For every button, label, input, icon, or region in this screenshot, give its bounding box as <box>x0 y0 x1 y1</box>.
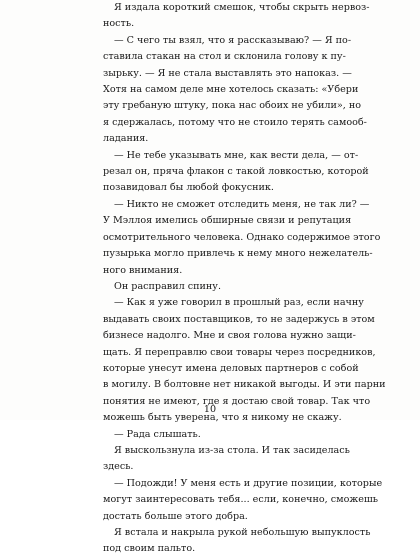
text-line: — Рада слышать. <box>114 428 201 440</box>
text-line: могут заинтересовать тебя... если, конечно, сможешь <box>103 494 379 506</box>
text-line: — Никто не сможет отследить меня, не так ли? — <box>114 198 370 210</box>
text-line: понятия не имеют, где я достаю свой товар. Так что <box>103 395 371 407</box>
body-text <box>103 0 386 558</box>
text-line: — Не тебе указывать мне, как вести дела, — от- <box>114 149 359 161</box>
text-line: — С чего ты взял, что я рассказываю? — Я по- <box>114 34 352 46</box>
text-line: пузырька могло привлечь к нему много нежелатель- <box>103 248 373 260</box>
text-line: Он расправил спину. <box>114 280 221 292</box>
text-line: — Как я уже говорил в прошлый раз, если начну <box>114 297 364 309</box>
text-line: позавидовал бы любой фокусник. <box>103 182 274 194</box>
text-line: я сдержалась, потому что не стоило терять самооб- <box>103 116 367 128</box>
text-line: под своим пальто. <box>103 543 196 555</box>
text-line: У Мэллоя имелись обширные связи и репутация <box>103 215 352 227</box>
text-line: достать больше этого добра. <box>103 510 248 522</box>
text-line: ладания. <box>103 133 149 145</box>
text-line: осмотрительного человека. Однако содержимое этого <box>103 231 381 243</box>
text-line: Я встала и накрыла рукой небольшую выпуклость <box>114 527 371 538</box>
text-line: здесь. <box>103 461 134 473</box>
text-line: Хотя на самом деле мне хотелось сказать: «Убери <box>103 84 359 96</box>
text-line: выдавать своих поставщиков, то не задержусь в этом <box>103 313 375 325</box>
page-number: 10 <box>203 404 217 415</box>
text-line: Я издала короткий смешок, чтобы скрыть нервоз- <box>114 2 370 13</box>
text-line: — Подожди! У меня есть и другие позиции, которые <box>114 477 383 489</box>
text-line: щать. Я переправлю свои товары через посредников, <box>103 346 376 358</box>
text-line: ного внимания. <box>103 264 183 276</box>
text-line: которые унесут имена деловых партнеров с собой <box>103 362 359 374</box>
text-line: можешь быть уверена, что я никому не скажу. <box>103 412 342 424</box>
text-line: ставила стакан на стол и склонила голову к пу- <box>103 51 346 63</box>
text-line: резал он, пряча флакон с такой ловкостью, которой <box>103 166 369 178</box>
text-line: бизнесе надолго. Мне и своя голова нужно защи- <box>103 330 356 342</box>
text-line: в могилу. В болтовне нет никакой выгоды. И эти парни <box>103 379 386 391</box>
text-line: эту гребаную штуку, пока нас обоих не убили», но <box>103 100 361 112</box>
text-line: ность. <box>103 18 135 30</box>
text-line: зырьку. — Я не стала выставлять это напоказ. — <box>103 67 352 79</box>
text-line: Я выскользнула из-за стола. И так засиделась <box>114 444 350 456</box>
